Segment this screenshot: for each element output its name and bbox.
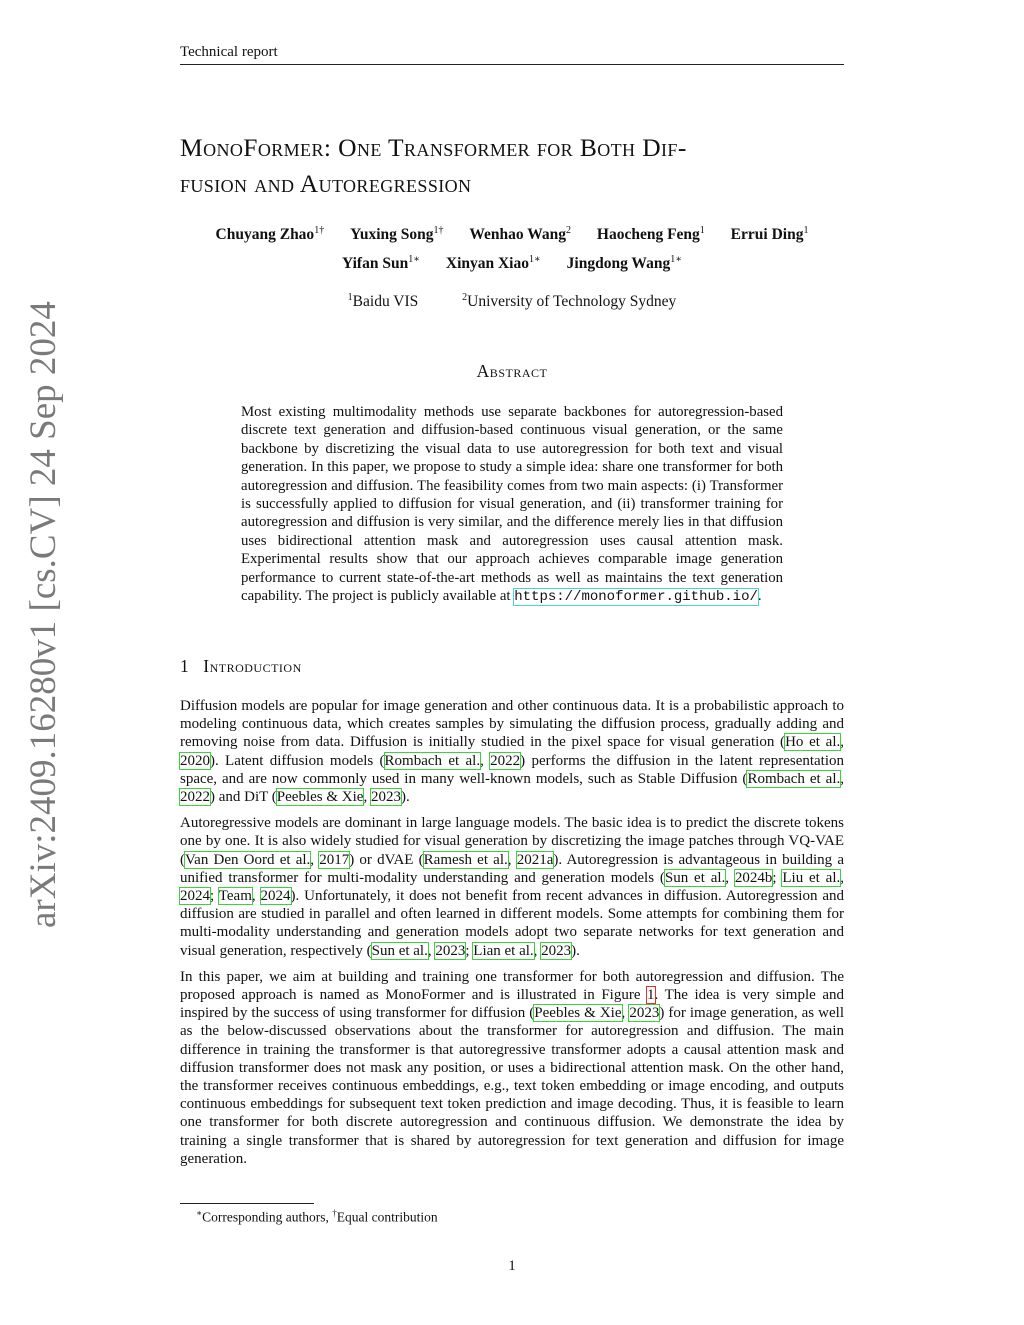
citation-link[interactable]: 2022 bbox=[490, 752, 521, 769]
page-number: 1 bbox=[508, 1258, 516, 1274]
abstract-body: Most existing multimodality methods use separate backbones for autoregression-based discrete text generation and diffusion-based continuous visual generation, or the same backbone by discretizing the visual data to use autoregression for both text and visual generation. In this paper, we propose to study a simple idea: share one transformer for both autoregression and diffusion. The feasibility comes from two main aspects: (i) Transformer is successfully applied to diffusion for visual generation, and (ii) transformer training for autoregression and diffusion is very similar, and the difference merely lies in that diffusion uses bidirectional attention mask and autoregression uses causal attention mask. Experimental results show that our approach achieves comparable image generation performance to current state-of-the-art methods as well as maintains the text generation capability. The project is publicly available at https://monoformer.github.io/. bbox=[241, 404, 783, 606]
paper-title bbox=[180, 130, 844, 202]
citation-link[interactable]: 2024 bbox=[180, 888, 210, 905]
abstract-heading: Abstract bbox=[476, 361, 548, 381]
citation-link[interactable]: 2024b bbox=[734, 869, 773, 886]
affiliation: $^1$Baidu VIS bbox=[347, 292, 419, 311]
footnote-rule bbox=[180, 1203, 314, 1204]
figure-reference-link[interactable]: 1 bbox=[647, 987, 655, 1004]
citation-link[interactable]: 2023 bbox=[370, 789, 401, 806]
author-row-1 bbox=[180, 225, 844, 244]
citation-link[interactable]: 2017 bbox=[319, 851, 350, 868]
author: Yifan Sun$^{1∗}$ bbox=[342, 254, 420, 273]
project-url-link[interactable]: https://monoformer.github.io/ bbox=[514, 589, 758, 606]
title-line-2: fusion and Autoregression bbox=[180, 169, 472, 198]
citation-link[interactable]: 2021a bbox=[516, 851, 554, 868]
citation-link[interactable]: Team bbox=[218, 888, 252, 905]
section-heading-introduction: 1 Introduction bbox=[180, 656, 302, 676]
author: Xinyan Xiao$^{1∗}$ bbox=[445, 254, 541, 273]
citation-link[interactable]: Rombach et al. bbox=[747, 770, 841, 787]
arxiv-sidebar-stamp: arXiv:2409.16280v1 [cs.CV] 24 Sep 2024 bbox=[23, 301, 64, 928]
author: Jingdong Wang$^{1∗}$ bbox=[566, 254, 682, 273]
author: Errui Ding$^1$ bbox=[730, 225, 809, 244]
citation-link[interactable]: 2023 bbox=[541, 942, 572, 959]
title-line-1: MonoFormer: One Transformer for Both Dif- bbox=[180, 133, 687, 162]
citation-link[interactable]: 2022 bbox=[180, 789, 210, 806]
running-header: Technical report bbox=[180, 44, 844, 65]
citation-link[interactable]: Lian et al. bbox=[473, 942, 534, 959]
footnote: ∗Corresponding authors, †Equal contribution bbox=[196, 1208, 438, 1225]
citation-link[interactable]: 2023 bbox=[435, 942, 466, 959]
citation-link[interactable]: Peebles & Xie bbox=[276, 789, 364, 806]
paragraph: Diffusion models are popular for image generation and other continuous data. It is a probabilistic approach to modeling continuous data, which creates samples by simulating the diffusion process, gradually adding and removing noise from data. Diffusion is initially studied in the pixel space for visual generation (Ho et al., 2020). Latent diffusion models (Rombach et al., 2022) performs the diffusion in the latent representation space, and are now commonly used in many well-known models, such as Stable Diffusion (Rombach et al., 2022) and DiT (Peebles & Xie, 2023). bbox=[180, 698, 845, 806]
citation-link[interactable]: Rombach et al. bbox=[384, 752, 481, 769]
citation-link[interactable]: Peebles & Xie bbox=[534, 1005, 622, 1022]
paragraph: Autoregressive models are dominant in large language models. The basic idea is to predict the discrete tokens one by one. It is also widely studied for visual generation by discretizing the image patches through VQ-VAE (Van Den Oord et al., 2017) or dVAE (Ramesh et al., 2021a). Autoregression is advantageous in building a unified transformer for multi-modality understanding and generation models (Sun et al., 2024b; Liu et al., 2024; Team, 2024). Unfortunately, it does not benefit from recent advances in diffusion. Autoregression and diffusion are studied in parallel and often learned in different models. Some attempts for combining them for multi-modality understanding and generation models adopt two separate networks for text generation and visual generation, respectively (Sun et al., 2023; Lian et al., 2023). bbox=[180, 815, 845, 959]
author: Yuxing Song$^{1\dagger}$ bbox=[350, 225, 444, 244]
citation-link[interactable]: Liu et al. bbox=[782, 869, 841, 886]
citation-link[interactable]: 2024 bbox=[260, 888, 291, 905]
introduction-body bbox=[180, 697, 844, 1176]
affiliations bbox=[180, 292, 844, 311]
author-row-2 bbox=[180, 254, 844, 273]
citation-link[interactable]: 2020 bbox=[180, 752, 210, 769]
paragraph: In this paper, we aim at building and training one transformer for both autoregression and diffusion. The proposed approach is named as MonoFormer and is illustrated in Figure 1. The idea is very simple and inspired by the success of using transformer for diffusion (Peebles & Xie, 2023) for image generation, as well as the below-discussed observations about the transformer for autoregression and diffusion. The main difference in training the transformer is that autoregressive transformer adopts a causal attention mask and diffusion transformer does not mask any position, or uses a bidirectional attention mask. On the other hand, the transformer receives continuous embeddings, e.g., text token embedding or image encoding, and outputs continuous embeddings for subsequent text token prediction and image decoding. Thus, it is feasible to learn one transformer for both discrete autoregression and continuous diffusion. We demonstrate the idea by training a single transformer that is shared by autoregression for text generation and diffusion for image generation. bbox=[180, 968, 844, 1167]
citation-link[interactable]: 2023 bbox=[629, 1005, 660, 1022]
author: Haocheng Feng$^1$ bbox=[596, 225, 705, 244]
affiliation: $^2$University of Technology Sydney bbox=[462, 292, 677, 311]
citation-link[interactable]: Ramesh et al. bbox=[423, 851, 508, 868]
citation-link[interactable]: Sun et al. bbox=[664, 869, 726, 886]
author: Chuyang Zhao$^{1\dagger}$ bbox=[215, 225, 325, 244]
citation-link[interactable]: Van Den Oord et al. bbox=[185, 851, 311, 868]
author: Wenhao Wang$^2$ bbox=[469, 225, 572, 244]
citation-link[interactable]: Sun et al. bbox=[371, 942, 428, 959]
citation-link[interactable]: Ho et al. bbox=[785, 734, 841, 751]
